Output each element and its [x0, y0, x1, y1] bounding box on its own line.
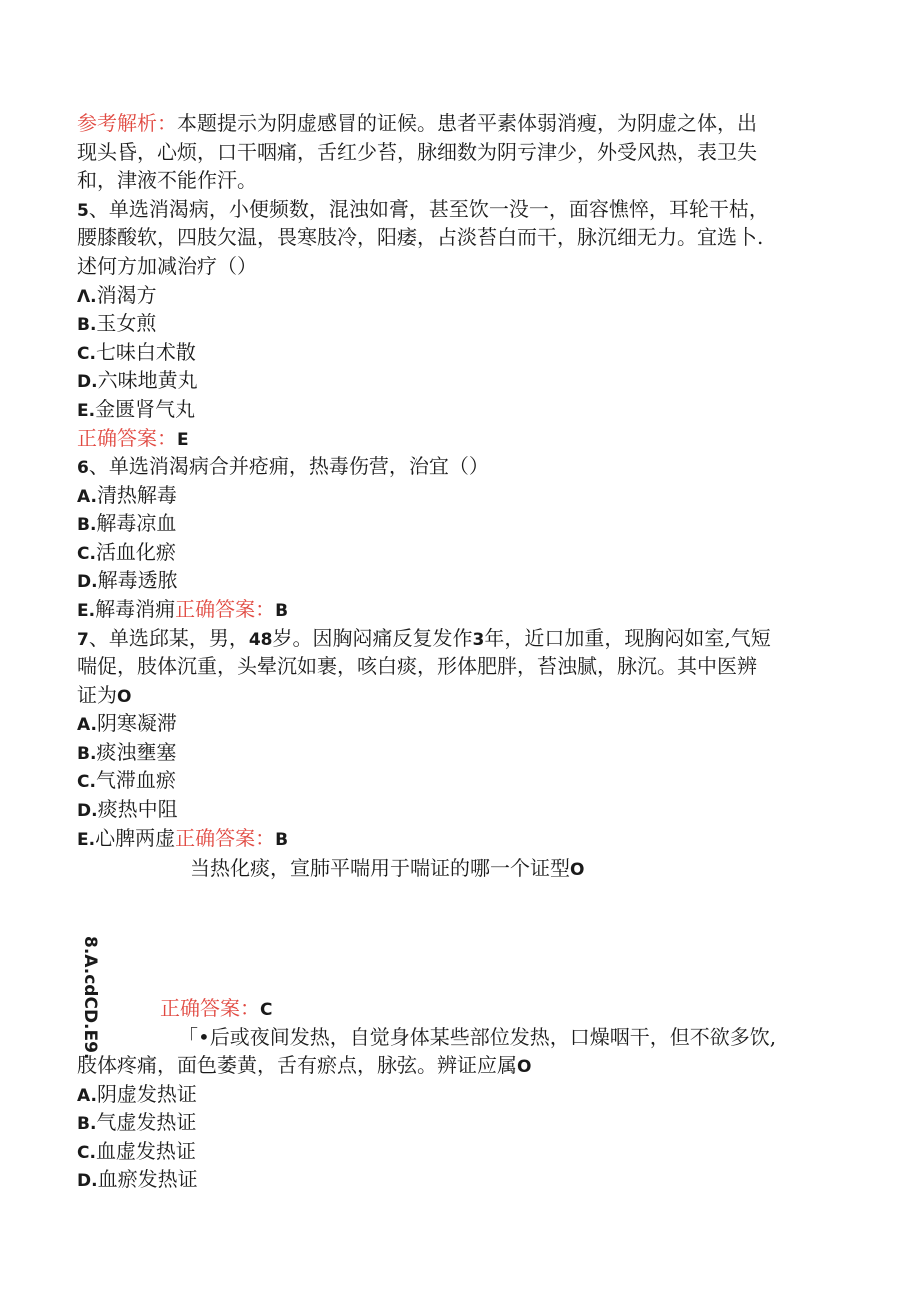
q6-option-d: D.解毒透脓: [77, 568, 178, 592]
q7-number: 7: [77, 630, 89, 650]
q8-vertical-options: 8.A.cdCD.E9.: [80, 936, 100, 1060]
q5-option-b: B.玉女煎: [77, 311, 157, 335]
q5-stem-line-2: 腰膝酸软，四肢欠温，畏寒肢冷，阳痿，占淡苔白而干，脉沉细无力。宜选卜.: [77, 225, 764, 249]
q7-stem-line-2: 喘促，肢体沉重，头晕沉如裹，咳白痰，形体肥胖，苔浊腻，脉沉。其中医辨: [77, 654, 757, 678]
analysis-label: 参考解析：: [77, 111, 177, 135]
q7-stem-line-1: 7、单选邱某，男，48岁。因胸闷痛反复发作3年，近口加重，现胸闷如室,气短: [77, 626, 771, 650]
q7-option-e-answer: E.心脾两虚正确答案：B: [77, 826, 289, 850]
q6-option-b: B.解毒凉血: [77, 511, 177, 535]
q6-stem: 6、单选消渴病合并疮痈，热毒伤营，治宜（）: [77, 454, 489, 478]
q7-stem-line-3: 证为O: [77, 683, 132, 707]
q5-answer: 正确答案：E: [77, 426, 189, 450]
q7-option-d: D.痰热中阻: [77, 797, 178, 821]
q9-option-b: B.气虚发热证: [77, 1110, 197, 1134]
q9-stem-line-1: 「•后或夜间发热，自觉身体某些部位发热，口燥咽干，但不欲多饮,: [178, 1025, 777, 1049]
q5-number: 5: [77, 201, 89, 221]
q5-option-a: Λ.消渴方: [77, 283, 157, 307]
q8-answer: 正确答案：C: [160, 996, 273, 1020]
q6-option-e-answer: E.解毒消痈正确答案：B: [77, 597, 289, 621]
q5-option-c: C.七味白术散: [77, 340, 196, 364]
q6-number: 6: [77, 458, 89, 478]
q5-stem-line-3: 述何方加减治疗（）: [77, 254, 257, 278]
q4-analysis-line-3: 和，津液不能作汗。: [77, 168, 257, 192]
q4-analysis-line-1: 参考解析：本题提示为阴虚感冒的证候。患者平素体弱消瘦，为阴虚之体，出: [77, 111, 757, 135]
q5-option-e: E.金匮肾气丸: [77, 397, 196, 421]
q8-stem: 当热化痰，宣肺平喘用于喘证的哪一个证型O: [190, 856, 585, 880]
q9-option-c: C.血虚发热证: [77, 1139, 196, 1163]
q9-option-d: D.血瘀发热证: [77, 1167, 198, 1191]
q6-option-c: C.活血化瘀: [77, 540, 176, 564]
q7-option-c: C.气滞血瘀: [77, 768, 176, 792]
q7-option-a: A.阴寒凝滞: [77, 711, 177, 735]
q5-option-d: D.六味地黄丸: [77, 368, 198, 392]
q6-option-a: A.清热解毒: [77, 483, 177, 507]
q7-option-b: B.痰浊壅塞: [77, 740, 177, 764]
q9-option-a: A.阴虚发热证: [77, 1082, 197, 1106]
q5-stem-line-1: 5、单选消渴病，小便频数，混浊如膏，甚至饮一没一，面容憔悴，耳轮干枯，: [77, 197, 769, 221]
q4-analysis-line-2: 现头昏，心烦，口干咽痛，舌红少苔，脉细数为阴亏津少，外受风热，表卫失: [77, 140, 757, 164]
q9-stem-line-2: 肢体疼痛，面色萎黄，舌有瘀点，脉弦。辨证应属O: [77, 1053, 532, 1077]
